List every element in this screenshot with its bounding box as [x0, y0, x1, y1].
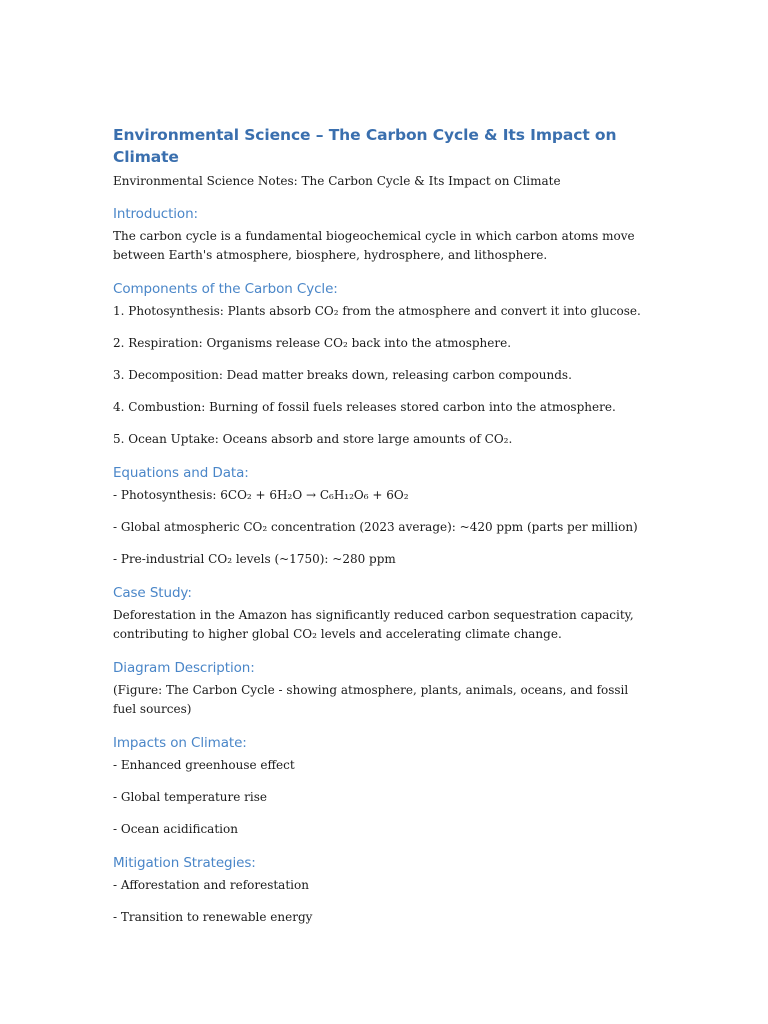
- list-item: - Afforestation and reforestation: [113, 878, 309, 892]
- diagram-text: (Figure: The Carbon Cycle - showing atmosphere, plants, animals, oceans, and fossil fuel sources): [113, 683, 629, 716]
- diagram-section: [113, 658, 653, 719]
- list-item: - Photosynthesis: 6CO₂ + 6H₂O → C₆H₁₂O₆ + 6O₂: [113, 488, 409, 502]
- document-title: Environmental Science – The Carbon Cycle & Its Impact on Climate: [113, 126, 617, 166]
- list-item: - Enhanced greenhouse effect: [113, 758, 295, 772]
- list-item: 2. Respiration: Organisms release CO₂ back into the atmosphere.: [113, 336, 512, 350]
- introduction-heading: Introduction:: [113, 206, 198, 222]
- list-item: 5. Ocean Uptake: Oceans absorb and store large amounts of CO₂.: [113, 432, 513, 446]
- list-item: - Ocean acidification: [113, 822, 238, 836]
- document-page: [113, 124, 653, 927]
- introduction-text: The carbon cycle is a fundamental biogeochemical cycle in which carbon atoms move between Earth's atmosphere, biosphere, hydrosphere, and lithosphere.: [113, 229, 635, 262]
- components-heading: Components of the Carbon Cycle:: [113, 281, 338, 297]
- impacts-section: [113, 733, 653, 839]
- list-item: - Global temperature rise: [113, 790, 268, 804]
- case-study-section: [113, 583, 653, 644]
- mitigation-heading: Mitigation Strategies:: [113, 855, 256, 871]
- mitigation-section: [113, 853, 653, 927]
- case-study-text: Deforestation in the Amazon has significantly reduced carbon sequestration capacity, contributing to higher global CO₂ levels and accelerating climate change.: [113, 608, 634, 641]
- list-item: - Pre-industrial CO₂ levels (~1750): ~280 ppm: [113, 552, 396, 566]
- list-item: - Global atmospheric CO₂ concentration (2023 average): ~420 ppm (parts per million): [113, 520, 638, 534]
- list-item: - Transition to renewable energy: [113, 910, 313, 924]
- equations-section: [113, 463, 653, 569]
- impacts-heading: Impacts on Climate:: [113, 735, 247, 751]
- diagram-heading: Diagram Description:: [113, 660, 255, 676]
- list-item: 3. Decomposition: Dead matter breaks down, releasing carbon compounds.: [113, 368, 572, 382]
- list-item: 4. Combustion: Burning of fossil fuels releases stored carbon into the atmosphere.: [113, 400, 616, 414]
- components-section: [113, 279, 653, 449]
- document-subtitle: Environmental Science Notes: The Carbon Cycle & Its Impact on Climate: [113, 174, 561, 188]
- list-item: 1. Photosynthesis: Plants absorb CO₂ from the atmosphere and convert it into glucose.: [113, 304, 641, 318]
- introduction-section: [113, 204, 653, 265]
- equations-heading: Equations and Data:: [113, 465, 249, 481]
- case-study-heading: Case Study:: [113, 585, 192, 601]
